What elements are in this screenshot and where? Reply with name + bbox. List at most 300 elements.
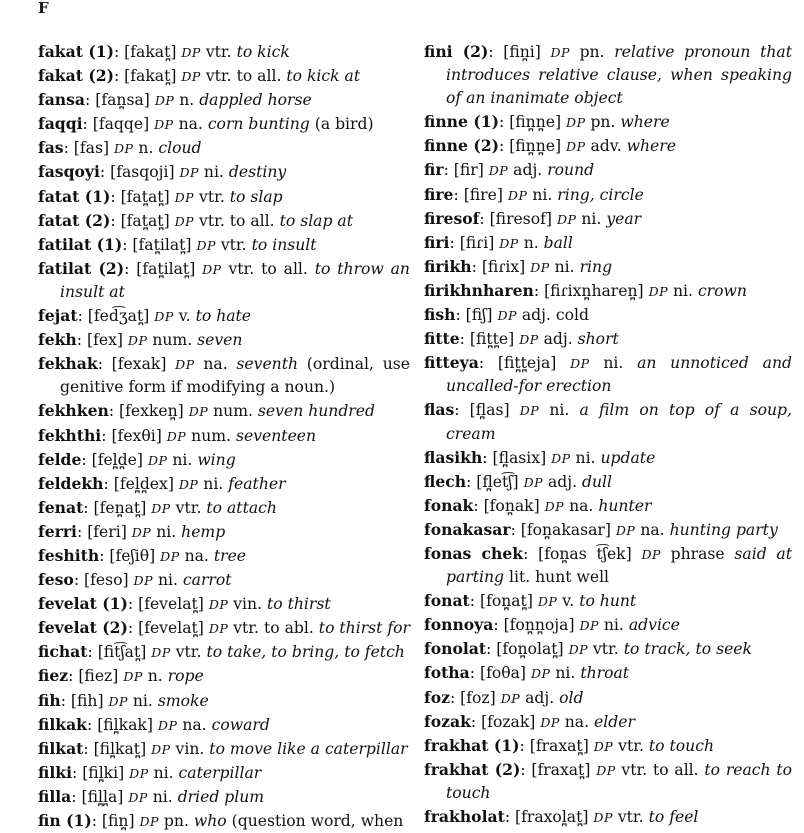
dictionary-entry: flech: [fl̪et͡ʃ] DP adj. dull xyxy=(424,471,613,491)
left-column xyxy=(38,40,410,833)
part-of-speech: n. xyxy=(523,233,539,252)
source-tag: DP xyxy=(188,404,209,420)
pronunciation: fan̪sa xyxy=(101,91,144,110)
dictionary-entry: foz: [foz] DP adj. old xyxy=(424,687,584,707)
headword: fonakasar xyxy=(424,519,511,539)
dictionary-entry: fasqoyi: [fasqoji] DP ni. destiny xyxy=(38,162,287,182)
source-tag: DP xyxy=(178,476,199,492)
gloss: seven xyxy=(197,331,243,350)
source-tag: DP xyxy=(123,669,143,685)
pronunciation: faqqe xyxy=(98,115,144,134)
part-of-speech: phrase xyxy=(670,544,725,563)
headword: fevelat (2) xyxy=(38,618,128,638)
pronunciation: fexθi xyxy=(117,426,156,445)
source-tag: DP xyxy=(208,621,229,637)
part-of-speech: vtr. xyxy=(175,643,202,662)
part-of-speech: ni. xyxy=(672,281,693,300)
part-of-speech: vtr. xyxy=(199,211,225,230)
headword: firikhnharen xyxy=(424,280,534,300)
part-of-speech: adj. xyxy=(543,330,573,349)
pronunciation: fel̪d̪e xyxy=(97,450,137,469)
gloss: smoke xyxy=(157,691,209,710)
pronunciation: fiɾi xyxy=(465,233,489,252)
gloss: dried plum xyxy=(177,787,265,806)
pronunciation: fir xyxy=(459,161,478,180)
dictionary-entry: fevelat (2): [fevelat̪] DP vtr. to abl. to thirst for xyxy=(38,618,410,638)
part-of-speech: ni. xyxy=(203,163,224,182)
gloss: old xyxy=(559,688,584,707)
pronunciation: fraxat̪ xyxy=(535,736,583,755)
dictionary-entry: fonnoya: [fon̪n̪oja] DP ni. advice xyxy=(424,615,680,635)
gloss: where xyxy=(620,113,670,132)
pronunciation: fl̪as xyxy=(475,401,504,420)
headword: fonnoya xyxy=(424,615,494,635)
headword: fitte xyxy=(424,329,460,349)
headword: fonas chek xyxy=(424,543,524,563)
source-tag: DP xyxy=(208,597,229,613)
case-note: to abl. xyxy=(263,619,314,638)
gloss: to move like a caterpillar xyxy=(209,739,408,758)
dictionary-entry: fekhken: [fexken̪] DP num. seven hundred xyxy=(38,401,375,421)
source-tag: DP xyxy=(544,498,565,514)
headword: filla xyxy=(38,786,72,806)
part-of-speech: ni. xyxy=(581,209,602,228)
source-tag: DP xyxy=(151,500,171,516)
source-tag: DP xyxy=(523,474,544,490)
gloss: seventh xyxy=(236,355,299,374)
source-tag: DP xyxy=(154,93,175,109)
pronunciation: fakat̪ xyxy=(130,67,171,86)
case-note: to all. xyxy=(261,259,308,278)
dictionary-entry: fakat (2): [fakat̪] DP vtr. to all. to kick at xyxy=(38,66,361,86)
dictionary-entry: fire: [fire] DP ni. ring, circle xyxy=(424,184,644,204)
source-tag: DP xyxy=(181,45,201,60)
part-of-speech: n. xyxy=(138,139,154,158)
pronunciation: fasqoji xyxy=(116,163,169,182)
headword: fasqoyi xyxy=(38,162,100,182)
headword: fekh xyxy=(38,330,77,350)
headword: fakat (1) xyxy=(38,42,114,61)
part-of-speech: vtr. xyxy=(233,619,260,638)
pronunciation: fiez xyxy=(84,667,113,686)
dictionary-entry: frakhat (2): [fraxat̪] DP vtr. to all. to reach to touch xyxy=(424,759,793,802)
part-of-speech: vtr. xyxy=(228,259,255,278)
pronunciation: fiʃ xyxy=(471,306,487,325)
source-tag: DP xyxy=(566,139,586,155)
gloss: to slap xyxy=(229,187,283,206)
pronunciation: firesof xyxy=(495,209,546,228)
gloss: hunter xyxy=(598,496,652,515)
part-of-speech: vtr. xyxy=(199,187,225,206)
part-of-speech: na. xyxy=(564,712,590,731)
headword: filki xyxy=(38,762,72,782)
dictionary-entry: fonolat: [fon̪olat̪] DP vtr. to track, to seek xyxy=(424,639,752,659)
part-of-speech: ni. xyxy=(575,448,596,467)
note: (question word, when xyxy=(231,812,404,830)
pronunciation: fit̪t̪e xyxy=(475,330,509,349)
part-of-speech: pn. xyxy=(163,812,189,830)
dictionary-entry: flas: [fl̪as] DP ni. a film on top of a soup, cream xyxy=(424,400,792,443)
gloss: dappled horse xyxy=(199,91,312,110)
source-tag: DP xyxy=(151,645,171,661)
source-tag: DP xyxy=(174,213,195,229)
gloss: update xyxy=(600,448,656,467)
headword: fenat xyxy=(38,497,84,517)
part-of-speech: ni. xyxy=(157,571,178,590)
dictionary-entry: fonakasar: [fon̪akasar] DP na. hunting party xyxy=(424,519,778,539)
pronunciation: foθa xyxy=(486,664,520,683)
gloss: crown xyxy=(697,281,747,300)
source-tag: DP xyxy=(128,789,148,805)
gloss: to attach xyxy=(206,498,277,517)
headword: fekhthi xyxy=(38,425,102,445)
source-tag: DP xyxy=(488,163,509,179)
source-tag: DP xyxy=(530,259,550,275)
dictionary-entry: fir: [fir] DP adj. round xyxy=(424,160,595,180)
headword: fotha xyxy=(424,663,470,683)
gloss: to kick at xyxy=(286,67,361,86)
part-of-speech: n. xyxy=(179,91,195,110)
headword: finne (1) xyxy=(424,112,499,132)
source-tag: DP xyxy=(154,117,174,133)
part-of-speech: adj. xyxy=(521,306,551,325)
pronunciation: fat̪ilat̪ xyxy=(142,259,190,278)
headword: fejat xyxy=(38,306,78,326)
gloss: short xyxy=(577,330,619,349)
headword: frakhat (2) xyxy=(424,759,521,779)
gloss: an unnoticed and uncalled-for erection xyxy=(446,354,792,396)
source-tag: DP xyxy=(579,618,599,634)
dictionary-entry: filki: [fil̪ki] DP ni. caterpillar xyxy=(38,762,262,782)
pronunciation: fit̪t̪eja xyxy=(503,354,551,373)
part-of-speech: na. xyxy=(182,715,207,734)
part-of-speech: vin. xyxy=(233,595,263,614)
pronunciation: fel̪d̪ex xyxy=(119,474,168,493)
source-tag: DP xyxy=(129,765,149,781)
dictionary-entry: faqqi: [faqqe] DP na. corn bunting (a bird) xyxy=(38,114,374,134)
gloss: destiny xyxy=(228,163,287,182)
gloss: elder xyxy=(594,712,635,731)
pronunciation: fakat̪ xyxy=(130,43,171,61)
headword: fonat xyxy=(424,591,470,611)
pronunciation: fat̪at̪ xyxy=(126,187,164,206)
dictionary-entry: fansa: [fan̪sa] DP n. dappled horse xyxy=(38,90,312,110)
gloss: to reach to touch xyxy=(446,760,793,802)
gloss: ring, circle xyxy=(557,185,644,204)
gloss: to insult xyxy=(251,235,317,254)
headword: flas xyxy=(424,400,455,420)
dictionary-entry: feldekh: [fel̪d̪ex] DP ni. feather xyxy=(38,473,286,493)
section-letter: F xyxy=(38,0,49,17)
pronunciation: fon̪ak xyxy=(489,496,534,515)
pronunciation: feri xyxy=(93,522,121,541)
pronunciation: fil̪ki xyxy=(88,763,119,782)
source-tag: DP xyxy=(519,403,540,419)
gloss: feather xyxy=(228,474,286,493)
dictionary-entry: fejat: [fed͡ʒat̪] DP v. to hate xyxy=(38,306,252,326)
part-of-speech: vtr. xyxy=(205,67,232,86)
dictionary-entry: fekhthi: [fexθi] DP num. seventeen xyxy=(38,425,317,445)
dictionary-entry: fonak: [fon̪ak] DP na. hunter xyxy=(424,495,652,515)
gloss: who xyxy=(193,812,227,830)
source-tag: DP xyxy=(540,714,560,730)
part-of-speech: num. xyxy=(191,426,232,445)
gloss: seven hundred xyxy=(257,402,375,421)
dictionary-entry: frakhat (1): [fraxat̪] DP vtr. to touch xyxy=(424,735,714,755)
pronunciation: foz xyxy=(466,688,490,707)
gloss: to thirst xyxy=(267,595,331,614)
headword: fekhak xyxy=(38,354,98,374)
dictionary-entry: ferri: [feri] DP ni. hemp xyxy=(38,521,226,541)
gloss: carrot xyxy=(182,571,232,590)
headword: fini (2) xyxy=(424,42,489,61)
source-tag: DP xyxy=(499,235,519,251)
part-of-speech: ni. xyxy=(153,763,174,782)
part-of-speech: adj. xyxy=(513,161,543,180)
headword: fitteya xyxy=(424,353,479,373)
headword: fas xyxy=(38,138,64,158)
dictionary-entry: feshith: [feʃiθ] DP na. tree xyxy=(38,545,247,565)
source-tag: DP xyxy=(615,522,636,538)
pronunciation: fon̪as t͡ʃek xyxy=(544,544,626,563)
dictionary-entry: fenat: [fen̪at̪] DP vtr. to attach xyxy=(38,497,277,517)
pronunciation: fit͡ʃat̪ xyxy=(103,643,141,662)
dictionary-entry: fas: [fas] DP n. cloud xyxy=(38,138,202,158)
source-tag: DP xyxy=(519,332,539,348)
pronunciation: fin̪n̪e xyxy=(515,113,555,132)
pronunciation: fon̪akasar xyxy=(526,520,605,539)
part-of-speech: v. xyxy=(178,307,191,326)
headword: fish xyxy=(424,305,456,325)
dictionary-entry: fini (2): [fin̪i] DP pn. relative pronoun that introduces relative clause, when speaking of an inanimate object xyxy=(424,42,792,108)
headword: feshith xyxy=(38,545,100,565)
gloss: to slap at xyxy=(279,211,353,230)
source-tag: DP xyxy=(596,762,616,778)
headword: feso xyxy=(38,570,74,590)
part-of-speech: ni. xyxy=(172,450,193,469)
source-tag: DP xyxy=(179,165,199,181)
part-of-speech: vtr. xyxy=(621,760,648,779)
gloss: to track, to seek xyxy=(623,640,752,659)
dictionary-entry: fatilat (2): [fat̪ilat̪] DP vtr. to all. to throw an insult at xyxy=(38,258,410,301)
part-of-speech: vtr. xyxy=(592,640,619,659)
source-tag: DP xyxy=(593,810,613,825)
gloss: coward xyxy=(211,715,270,734)
headword: filkat xyxy=(38,738,84,758)
gloss: to thirst for xyxy=(318,619,410,638)
headword: fansa xyxy=(38,90,86,110)
source-tag: DP xyxy=(154,309,174,325)
dictionary-entry: felde: [fel̪d̪e] DP ni. wing xyxy=(38,449,236,469)
part-of-speech: num. xyxy=(213,402,253,421)
part-of-speech: na. xyxy=(184,546,209,565)
source-tag: DP xyxy=(530,666,551,682)
pronunciation: fed͡ʒat̪ xyxy=(93,307,144,326)
right-column xyxy=(424,40,792,829)
gloss: to throw an insult at xyxy=(60,259,410,301)
headword: flech xyxy=(424,471,467,491)
dictionary-entry: fotha: [foθa] DP ni. throat xyxy=(424,663,630,683)
headword: fin (1) xyxy=(38,811,92,830)
pronunciation: fon̪n̪oja xyxy=(509,616,569,635)
part-of-speech: vtr. xyxy=(205,43,232,61)
dictionary-entry: fatat (1): [fat̪at̪] DP vtr. to slap xyxy=(38,186,283,206)
part-of-speech: vtr. xyxy=(175,498,202,517)
source-tag: DP xyxy=(202,261,222,277)
source-tag: DP xyxy=(570,356,590,372)
headword: fiez xyxy=(38,666,69,686)
pronunciation: fih xyxy=(76,691,98,710)
pronunciation: fas xyxy=(79,139,103,158)
headword: fatilat (2) xyxy=(38,258,125,278)
dictionary-entry: flasikh: [fl̪asix] DP ni. update xyxy=(424,447,656,467)
pronunciation: fil̪kak xyxy=(103,715,147,734)
dictionary-entry: finne (2): [fin̪n̪e] DP adv. where xyxy=(424,136,676,156)
part-of-speech: adj. xyxy=(547,472,578,491)
gloss: year xyxy=(606,209,642,228)
pronunciation: fire xyxy=(469,185,497,204)
headword: feldekh xyxy=(38,473,104,493)
dictionary-entry: fonat: [fon̪at̪] DP v. to hunt xyxy=(424,591,637,611)
source-tag: DP xyxy=(139,814,159,829)
gloss: tree xyxy=(213,546,247,565)
dictionary-entry: fozak: [fozak] DP na. elder xyxy=(424,711,635,731)
headword: fonak xyxy=(424,495,474,515)
gloss: ring xyxy=(579,257,613,276)
headword: fekhken xyxy=(38,401,109,421)
pronunciation: fon̪olat̪ xyxy=(502,640,558,659)
gloss: cloud xyxy=(158,139,202,158)
pronunciation: fex xyxy=(93,331,117,350)
gloss: caterpillar xyxy=(178,763,262,782)
headword: fatat (1) xyxy=(38,186,111,206)
source-tag: DP xyxy=(196,237,216,253)
pronunciation: fil̪l̪a xyxy=(87,787,118,806)
part-of-speech: ni. xyxy=(549,401,570,420)
source-tag: DP xyxy=(147,452,168,468)
case-note: to all. xyxy=(229,211,275,230)
part-of-speech: pn. xyxy=(579,43,605,61)
dictionary-entry: fitteya: [fit̪t̪eja] DP ni. an unnoticed and uncalled-for erection xyxy=(424,353,792,396)
headword: foz xyxy=(424,687,450,707)
gloss: throat xyxy=(580,664,630,683)
headword: frakholat xyxy=(424,807,505,826)
part-of-speech: adj. xyxy=(525,688,555,707)
pronunciation: fraxat̪ xyxy=(537,760,585,779)
gloss: to hate xyxy=(195,307,252,326)
source-tag: DP xyxy=(497,308,517,324)
part-of-speech: num. xyxy=(152,331,193,350)
pronunciation: fexak xyxy=(117,355,161,374)
pronunciation: fat̪at̪ xyxy=(126,211,164,230)
note: (ordinal, use genitive form if modifying a noun.) xyxy=(60,355,410,397)
pronunciation: feʃiθ xyxy=(115,546,150,565)
gloss: said at parting xyxy=(446,544,792,587)
source-tag: DP xyxy=(114,141,134,157)
part-of-speech: vtr. xyxy=(220,235,247,254)
headword: firesof xyxy=(424,208,480,228)
pronunciation: feso xyxy=(90,571,123,590)
part-of-speech: pn. xyxy=(590,113,616,132)
dictionary-entry: fitte: [fit̪t̪e] DP adj. short xyxy=(424,329,619,349)
gloss: hemp xyxy=(181,522,226,541)
gloss: seventeen xyxy=(235,426,317,445)
pronunciation: fevelat̪ xyxy=(144,595,198,614)
dictionary-entry: fekhak: [fexak] DP na. seventh (ordinal, use genitive form if modifying a noun.) xyxy=(38,354,410,397)
part-of-speech: na. xyxy=(178,115,203,134)
note: lit. hunt well xyxy=(508,568,610,587)
gloss: advice xyxy=(628,616,680,635)
dictionary-entry: filkat: [fil̪kat̪] DP vin. to move like a caterpillar xyxy=(38,738,408,758)
headword: fatilat (1) xyxy=(38,234,123,254)
part-of-speech: vin. xyxy=(175,739,205,758)
dictionary-entry: fish: [fiʃ] DP adj. cold xyxy=(424,305,589,325)
pronunciation: fin̪ xyxy=(108,812,129,830)
headword: felde xyxy=(38,449,82,469)
source-tag: DP xyxy=(568,642,589,658)
case-note: to all. xyxy=(652,760,699,779)
dictionary-entry: firikh: [fiɾix] DP ni. ring xyxy=(424,256,613,276)
dictionary-entry: fakat (1): [fakat̪] DP vtr. to kick xyxy=(38,42,290,61)
pronunciation: fin̪n̪e xyxy=(515,137,555,156)
part-of-speech: ni. xyxy=(532,185,553,204)
source-tag: DP xyxy=(556,211,577,227)
source-tag: DP xyxy=(174,189,195,205)
gloss: to touch xyxy=(648,736,714,755)
pronunciation: fl̪et͡ʃ xyxy=(482,472,513,491)
gloss: dull xyxy=(582,472,613,491)
note: (a bird) xyxy=(314,115,374,134)
dictionary-entry: filla: [fil̪l̪a] DP ni. dried plum xyxy=(38,786,265,806)
pronunciation: fen̪at̪ xyxy=(99,498,141,517)
headword: fichat xyxy=(38,642,88,662)
source-tag: DP xyxy=(550,45,570,60)
part-of-speech: vtr. xyxy=(618,736,644,755)
dictionary-entry: fichat: [fit͡ʃat̪] DP vtr. to take, to bring, to fetch xyxy=(38,642,405,662)
dictionary-entry: filkak: [fil̪kak] DP na. coward xyxy=(38,714,270,734)
headword: fire xyxy=(424,184,454,204)
source-tag: DP xyxy=(133,573,153,589)
headword: firikh xyxy=(424,256,472,276)
part-of-speech: ni. xyxy=(554,257,575,276)
source-tag: DP xyxy=(175,357,195,373)
part-of-speech: ni. xyxy=(132,691,153,710)
part-of-speech: ni. xyxy=(203,474,224,493)
headword: ferri xyxy=(38,521,77,541)
dictionary-entry: feso: [feso] DP ni. carrot xyxy=(38,570,232,590)
gloss: corn bunting xyxy=(207,115,310,134)
source-tag: DP xyxy=(151,741,171,757)
source-tag: DP xyxy=(648,283,669,299)
case-note: to all. xyxy=(236,67,282,86)
part-of-speech: adv. xyxy=(590,137,622,156)
source-tag: DP xyxy=(593,738,614,754)
gloss: to kick xyxy=(236,43,290,61)
pronunciation: fl̪asix xyxy=(498,448,541,467)
gloss: relative pronoun that introduces relative clause, when speaking of an inanimate object xyxy=(446,43,792,108)
headword: flasikh xyxy=(424,447,483,467)
source-tag: DP xyxy=(507,187,528,203)
pronunciation: fozak xyxy=(487,712,530,731)
headword: fakat (2) xyxy=(38,66,114,86)
part-of-speech: ni. xyxy=(603,354,624,373)
part-of-speech: ni. xyxy=(152,787,173,806)
pronunciation: fat̪ilat̪ xyxy=(138,235,186,254)
source-tag: DP xyxy=(181,69,201,85)
headword: faqqi xyxy=(38,114,83,134)
headword: finne (2) xyxy=(424,136,499,156)
dictionary-entry: fatilat (1): [fat̪ilat̪] DP vtr. to insult xyxy=(38,234,317,254)
